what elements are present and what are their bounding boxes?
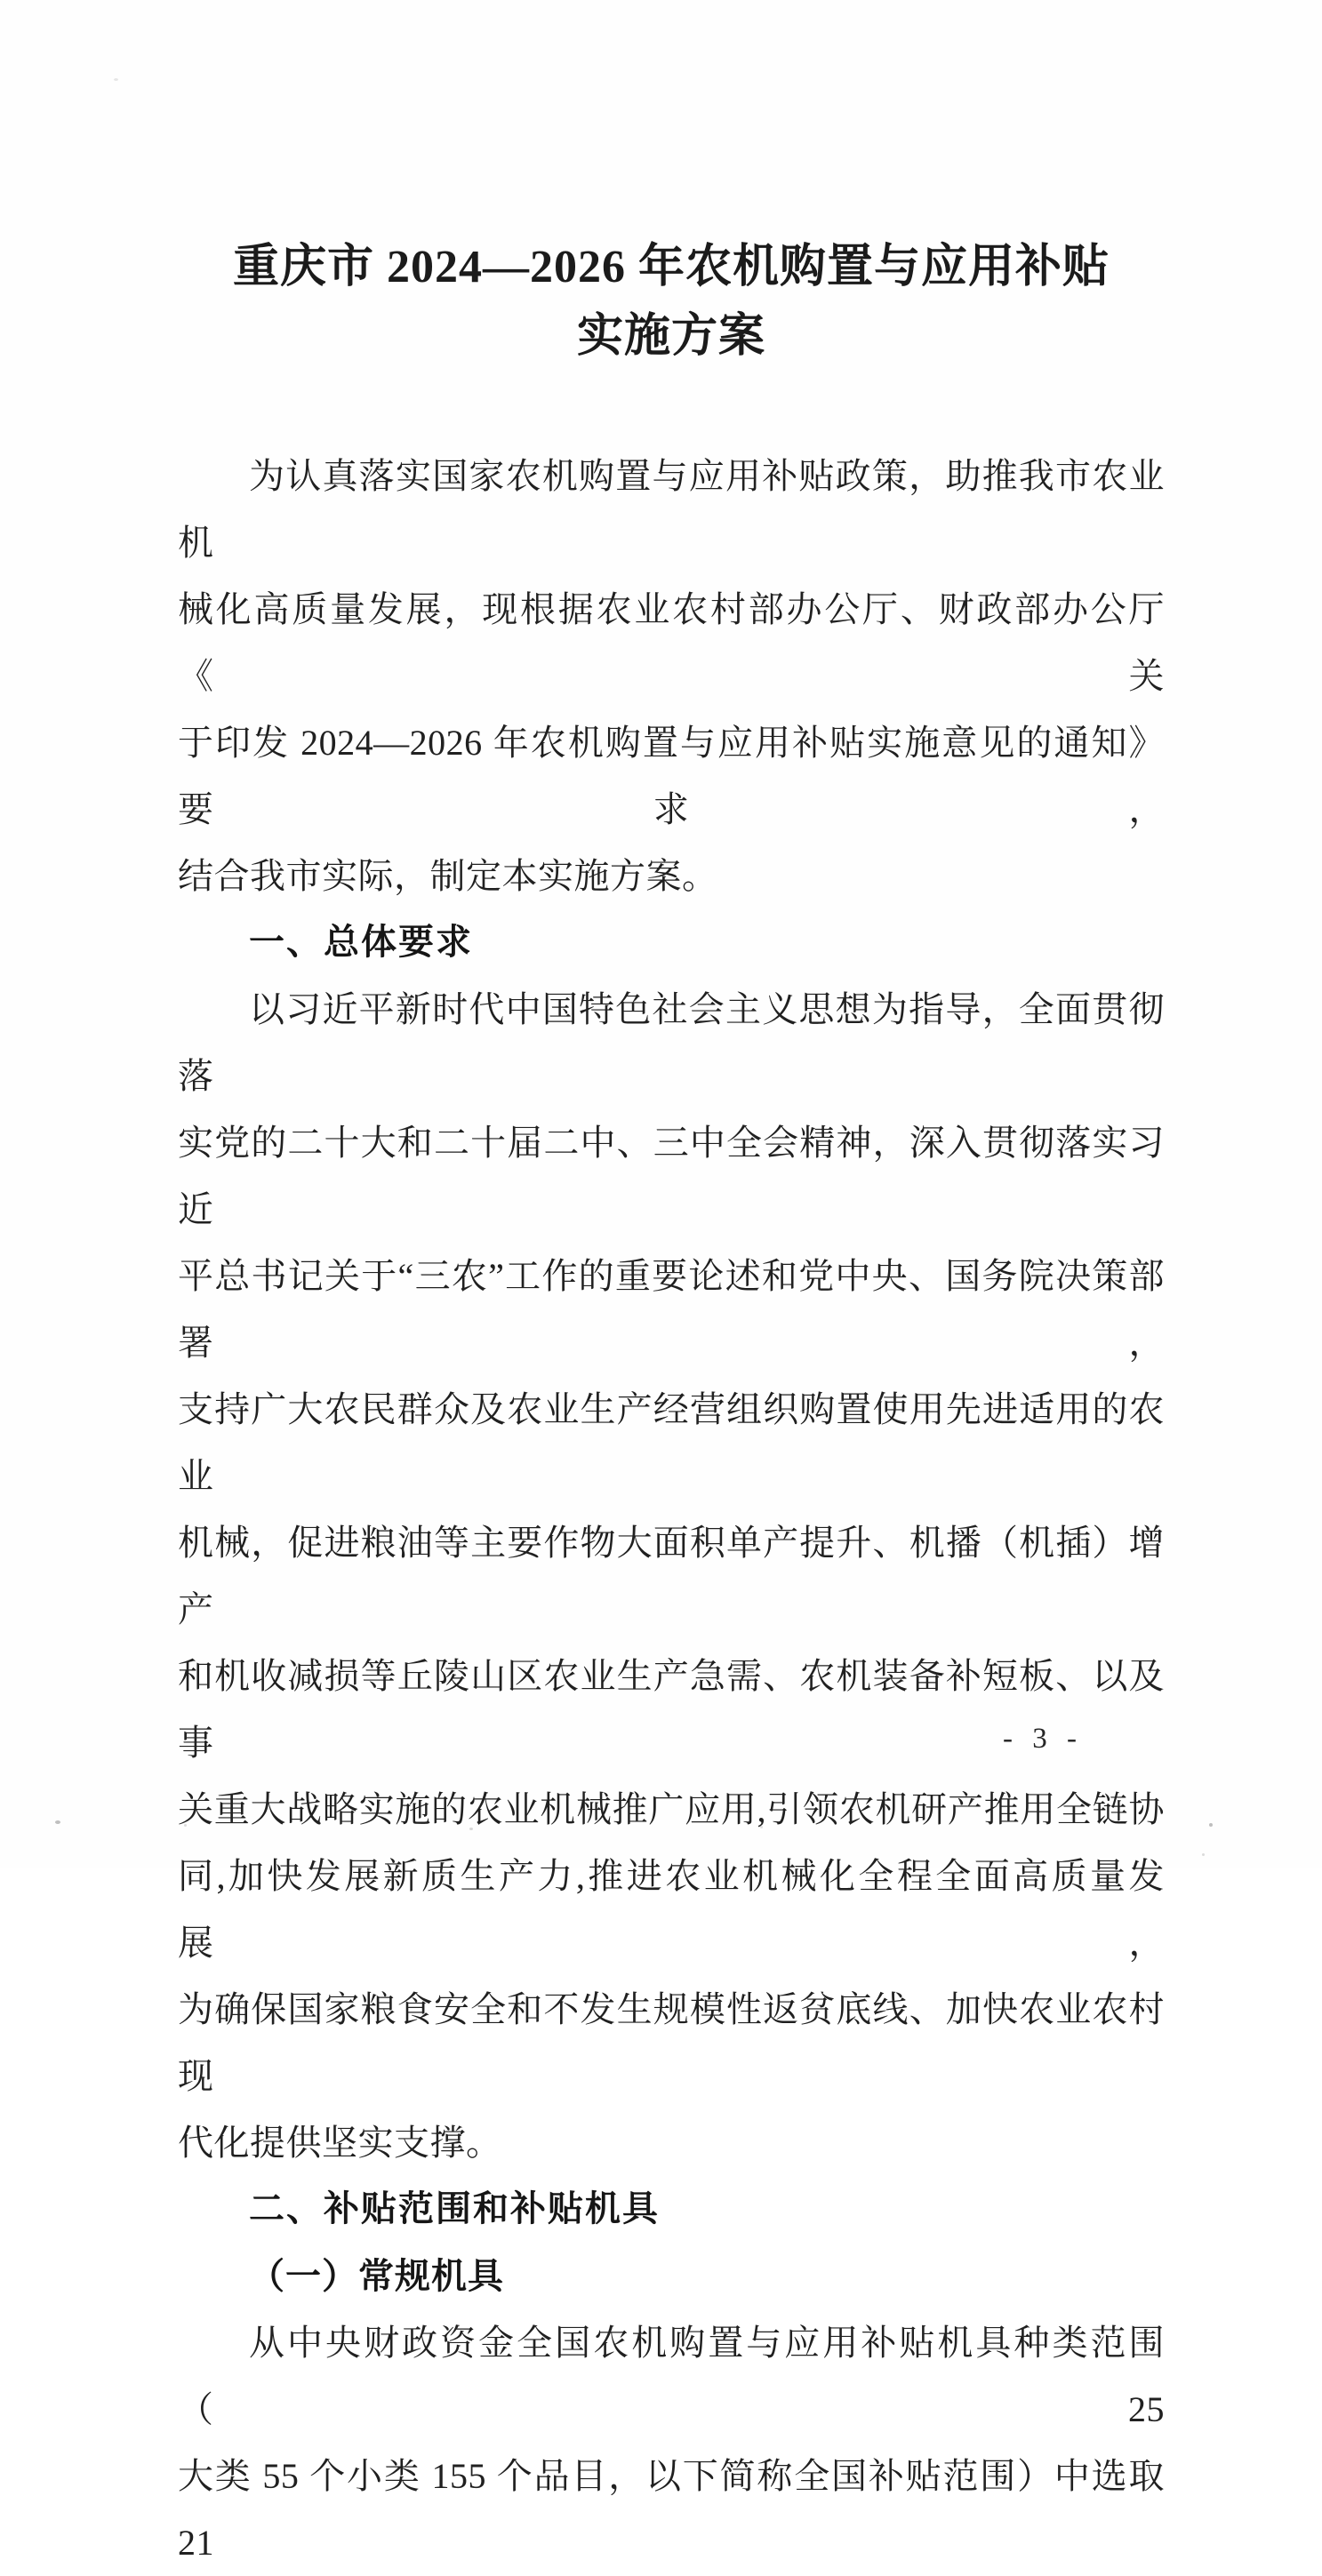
scan-speck — [114, 78, 118, 81]
section2-heading: 二、补贴范围和补贴机具 — [249, 2189, 660, 2228]
section2-sub1-heading: （一）常规机具 — [249, 2256, 504, 2296]
text-line: 平总书记关于“三农”工作的重要论述和党中央、国务院决策部署， — [178, 1256, 1165, 1363]
text-line: 从中央财政资金全国农机购置与应用补贴机具种类范围（25 — [178, 2323, 1165, 2429]
text-line: 为确保国家粮食安全和不发生规模性返贫底线、加快农业农村现 — [178, 1989, 1165, 2096]
section2-paragraph — [178, 2309, 1165, 2576]
title-line-2: 实施方案 — [576, 311, 765, 362]
title-line-1: 重庆市 2024—2026 年农机购置与应用补贴 — [232, 242, 1110, 292]
text-line: 支持广大农民群众及农业生产经营组织购置使用先进适用的农业 — [178, 1389, 1165, 1496]
text-line: 机械，促进粮油等主要作物大面积单产提升、机播（机插）增产 — [178, 1523, 1165, 1629]
text-line: 以习近平新时代中国特色社会主义思想为指导，全面贯彻落 — [178, 989, 1165, 1096]
scan-speck — [1202, 1853, 1205, 1856]
section1-paragraph-last-line: 代化提供坚实支撑。 — [178, 2123, 502, 2163]
section1-heading: 一、总体要求 — [249, 923, 473, 962]
text-line: 同,加快发展新质生产力,推进农业机械化全程全面高质量发展， — [178, 1856, 1165, 1963]
section2-paragraph-lines — [178, 2309, 1165, 2576]
text-line: 于印发 2024—2026 年农机购置与应用补贴实施意见的通知》要求， — [178, 723, 1165, 829]
intro-paragraph-lines — [178, 443, 1165, 843]
text-line: 为认真落实国家农机购置与应用补贴政策，助推我市农业机 — [178, 456, 1165, 563]
text-line: 和机收减损等丘陵山区农业生产急需、农机装备补短板、以及事 — [178, 1656, 1165, 1763]
section1-paragraph-lines — [178, 976, 1165, 2109]
scan-speck — [55, 1820, 60, 1824]
intro-paragraph-last-line: 结合我市实际，制定本实施方案。 — [178, 856, 718, 896]
document-body — [178, 443, 1165, 2576]
text-line: 实党的二十大和二十届二中、三中全会精神，深入贯彻落实习近 — [178, 1123, 1165, 1229]
text-line: 械化高质量发展，现根据农业农村部办公厅、财政部办公厅《关 — [178, 589, 1165, 696]
text-line: 大类 55 个小类 155 个品目，以下简称全国补贴范围）中选取 21 — [178, 2456, 1165, 2563]
section1-paragraph — [178, 976, 1165, 2176]
document-title — [178, 233, 1165, 372]
intro-paragraph — [178, 443, 1165, 909]
scan-speck — [1209, 1823, 1213, 1827]
text-line: 关重大战略实施的农业机械推广应用,引领农机研产推用全链协 — [178, 1789, 1165, 1829]
page-number: - 3 - — [1003, 1723, 1083, 1755]
